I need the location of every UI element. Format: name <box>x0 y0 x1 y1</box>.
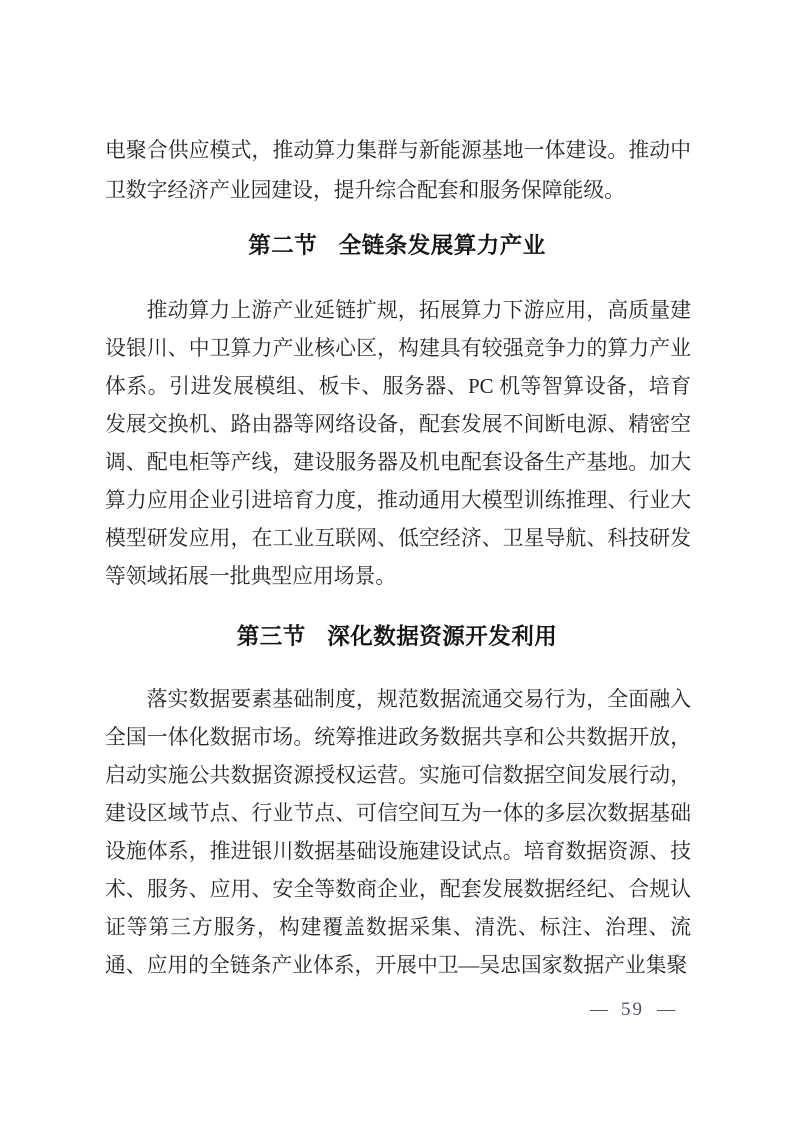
section-3-label: 第三节 <box>236 624 306 649</box>
section-3-paragraph: 落实数据要素基础制度，规范数据流通交易行为，全面融入全国一体化数据市场。统筹推进政务数据共享和公共数据开放，启动实施公共数据资源授权运营。实施可信数据空间发展行动，建设区域节点、行业节点、可信空间互为一体的多层次数据基础设施体系，推进银川数据基础设施建设试点。培育数据资源、技术、服务、应用、安全等数商企业，配套发展数据经纪、合规认证等第三方服务，构建覆盖数据采集、清洗、标注、治理、流通、应用的全链条产业体系，开展中卫—吴忠国家数据产业集聚 <box>105 688 691 977</box>
section-2-label: 第二节 <box>248 233 318 258</box>
paragraph-intro-continuation: 电聚合供应模式，推动算力集群与新能源基地一体建设。推动中卫数字经济产业园建设，提升综合配套和服务保障能级。 <box>105 139 691 202</box>
section-3-heading <box>0 617 794 657</box>
section-2-heading <box>0 226 794 266</box>
page-number: 59 <box>621 999 644 1020</box>
footer-left-dash: — <box>590 998 608 1019</box>
section-3-title: 深化数据资源开发利用 <box>327 624 558 649</box>
footer-right-dash: — <box>657 998 675 1019</box>
section-2-title: 全链条发展算力产业 <box>338 233 546 258</box>
page-footer <box>590 999 675 1021</box>
section-2-paragraph: 推动算力上游产业延链扩规，拓展算力下游应用，高质量建设银川、中卫算力产业核心区，构建具有较强竞争力的算力产业体系。引进发展模组、板卡、服务器、PC 机等智算设备，培育发展交换机、路由器等网络设备，配套发展不间断电源、精密空调、配电柜等产线，建设服务器及机电配套设备生产基地。加大算力应用企业引进培育力度，推动通用大模型训练推理、行业大模型研发应用，在工业互联网、低空经济、卫星导航、科技研发等领域拓展一批典型应用场景。 <box>105 299 691 588</box>
